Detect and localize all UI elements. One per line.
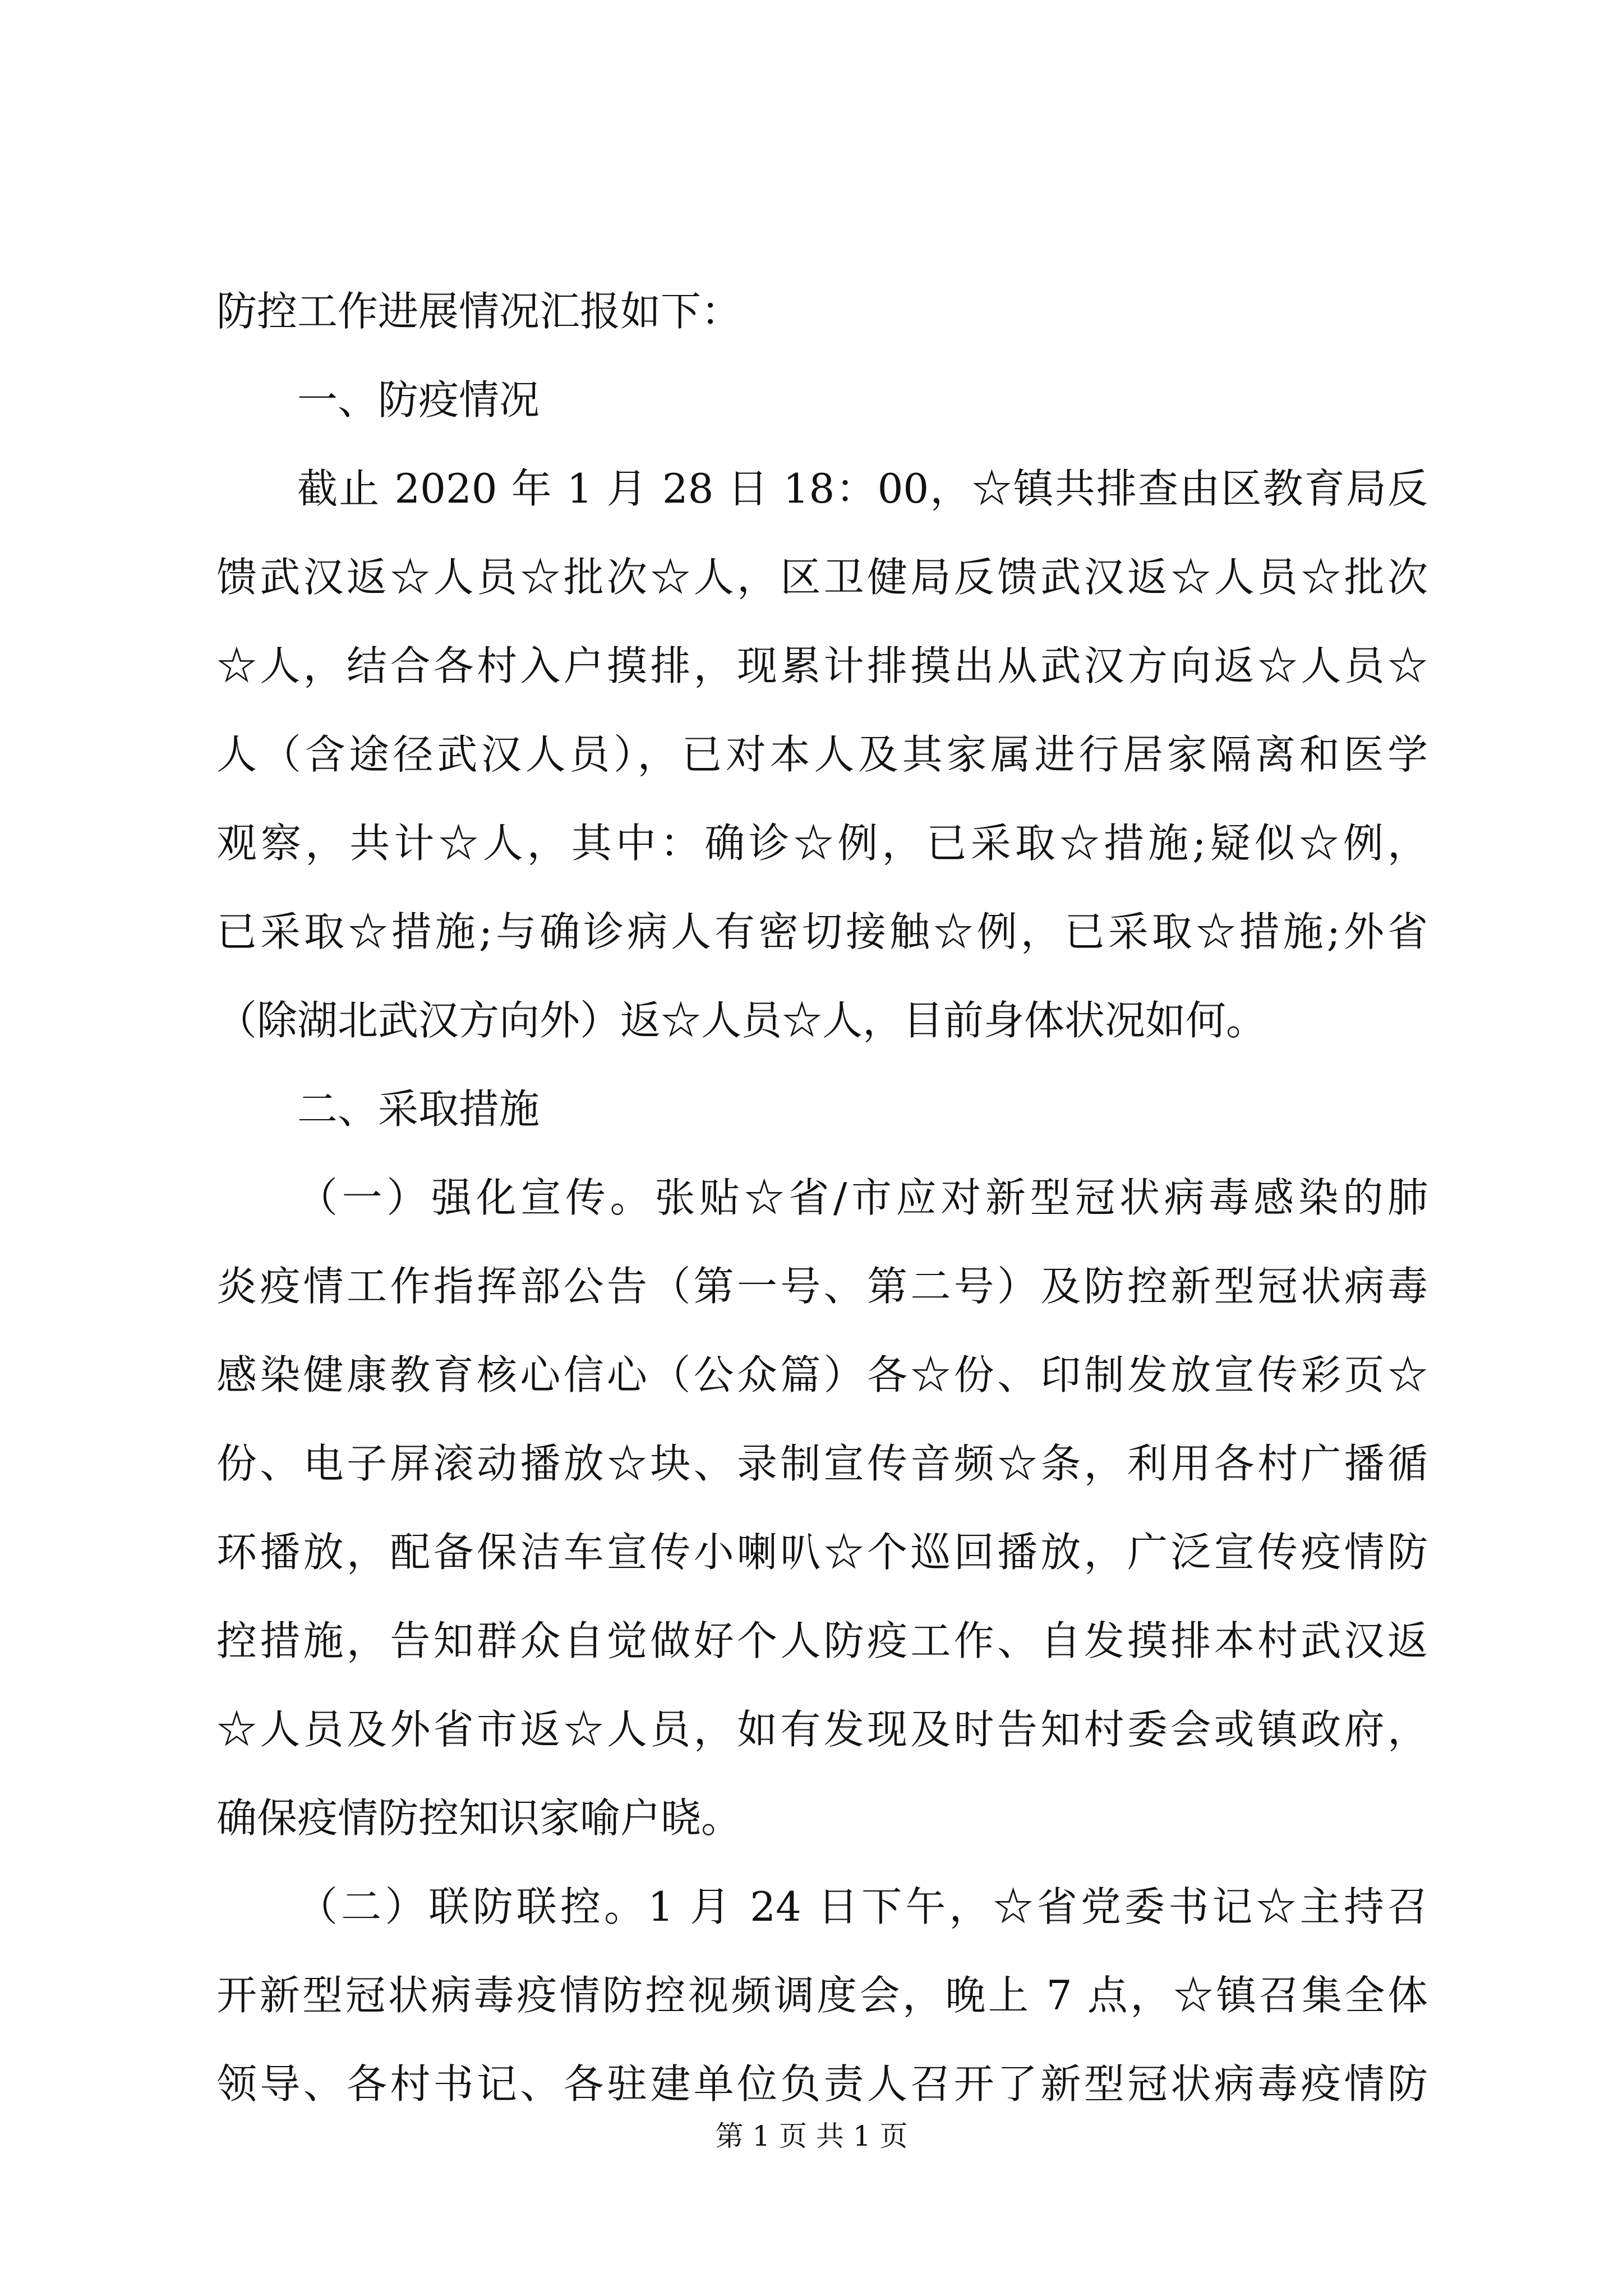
text-line: ☆人员及外省市返☆人员，如有发现及时告知村委会或镇政府， [216,1706,1428,1753]
section-heading: 二、采取措施 [297,1085,540,1133]
text-line: 防控工作进展情况汇报如下： [216,288,742,335]
text-line: 开新型冠状病毒疫情防控视频调度会，晚上 7 点，☆镇召集全体 [216,1972,1428,2019]
page-footer: 第 1 页 共 1 页 [715,2120,908,2152]
text-line: 确保疫情防控知识家喻户晓。 [216,1795,742,1842]
text-line: 感染健康教育核心信心（公众篇）各☆份、印制发放宣传彩页☆ [216,1351,1428,1398]
text-line: ☆人，结合各村入户摸排，现累计排摸出从武汉方向返☆人员☆ [216,642,1428,689]
text-line: 炎疫情工作指挥部公告（第一号、第二号）及防控新型冠状病毒 [216,1263,1428,1310]
text-line: 人（含途径武汉人员），已对本人及其家属进行居家隔离和医学 [216,731,1428,778]
text-line: （除湖北武汉方向外）返☆人员☆人，目前身体状况如何。 [216,997,1267,1044]
text-line: 馈武汉返☆人员☆批次☆人，区卫健局反馈武汉返☆人员☆批次 [216,554,1428,601]
text-line: （一）强化宣传。张贴☆省/市应对新型冠状病毒感染的肺 [297,1174,1428,1221]
text-line: 控措施，告知群众自觉做好个人防疫工作、自发摸排本村武汉返 [216,1617,1428,1664]
text-line: 领导、各村书记、各驻建单位负责人召开了新型冠状病毒疫情防 [216,2060,1428,2108]
document-body [216,267,1428,2128]
text-line: 环播放，配备保洁车宣传小喇叭☆个巡回播放，广泛宣传疫情防 [216,1529,1428,1576]
text-line: 已采取☆措施;与确诊病人有密切接触☆例，已采取☆措施;外省 [216,908,1428,955]
text-line: 截止 2020 年 1 月 28 日 18：00，☆镇共排查由区教育局反 [297,465,1428,512]
text-line: 份、电子屏滚动播放☆块、录制宣传音频☆条，利用各村广播循 [216,1440,1428,1487]
text-line: （二）联防联控。1 月 24 日下午，☆省党委书记☆主持召 [297,1883,1428,1930]
text-line: 观察，共计☆人，其中：确诊☆例，已采取☆措施;疑似☆例， [216,820,1428,867]
section-heading: 一、防疫情况 [297,376,540,424]
